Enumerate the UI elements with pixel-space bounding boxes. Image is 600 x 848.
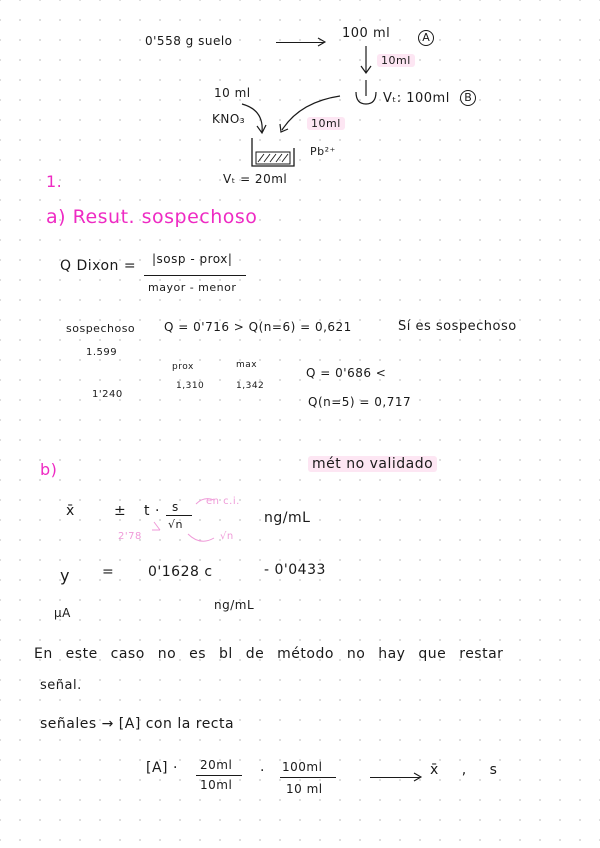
reagent-kno3: KNO₃ [212, 112, 246, 126]
explanation-line-2: señal. [40, 678, 82, 693]
flask-b-volume: Vₜ: 100ml [383, 91, 450, 106]
explanation-line-1: En este caso no es bl de método no hay que restar [34, 646, 504, 662]
t-value-annotation: 2'78 [118, 531, 142, 542]
multiply-dot: · [260, 763, 265, 779]
q-dixon-numerator: |sosp - prox| [152, 252, 233, 266]
s-symbol: s [172, 500, 179, 514]
sqrt-n-annotation: √n [220, 531, 234, 542]
y-unit: µA [54, 606, 71, 620]
analyte-pb: Pb²⁺ [310, 145, 336, 158]
eq-y: y [60, 566, 70, 585]
value-1599: 1.599 [86, 347, 118, 358]
eq-intercept: - 0'0433 [264, 562, 326, 578]
q2-critical: Q(n=5) = 0,717 [308, 395, 412, 409]
frac1-numerator: 20ml [200, 758, 233, 772]
value-1240: 1'240 [92, 389, 123, 400]
signals-to-concentration: señales → [A] con la recta [40, 716, 235, 732]
label-a-circle: A [418, 30, 434, 46]
section-b-title: b) [40, 460, 58, 479]
t-symbol: t · [144, 503, 160, 519]
prox-label: prox [172, 362, 194, 372]
q1-result: Sí es sospechoso [398, 319, 517, 334]
plus-minus: ± [114, 503, 127, 519]
eq-slope: 0'1628 c [148, 564, 213, 580]
prox-value: 1,310 [176, 381, 205, 391]
q2-calculation: Q = 0'686 < [306, 366, 387, 380]
frac1-denominator: 10ml [200, 778, 233, 792]
frac2-denominator: 10 ml [286, 782, 323, 796]
sample-mass-label: 0'558 g suelo [145, 34, 233, 48]
flask-a-volume: 100 ml [342, 26, 391, 41]
calc-concentration: [A] · [146, 760, 178, 776]
q1-calculation: Q = 0'716 > Q(n=6) = 0,621 [164, 320, 352, 334]
n-annotation: en c.i. [206, 496, 240, 507]
c-unit: ng/mL [214, 598, 255, 612]
reagent-volume: 10 ml [214, 86, 251, 100]
mean-symbol: x̄ [66, 503, 75, 519]
sqrt-n: √n [168, 518, 183, 531]
section-number-1: 1. [46, 172, 63, 191]
unit-ng-ml: ng/mL [264, 510, 311, 526]
eq-equals: = [102, 564, 115, 580]
section-a-title: a) Resut. sospechoso [46, 206, 258, 228]
aliquot-10ml: 10ml [307, 117, 345, 130]
label-b-circle: B [460, 90, 476, 106]
sospechoso-label: sospechoso [66, 322, 136, 335]
frac2-numerator: 100ml [282, 760, 323, 774]
q-dixon-label: Q Dixon = [60, 258, 137, 274]
method-note: mét no validado [308, 456, 437, 472]
transfer-volume-10ml: 10ml [377, 54, 415, 67]
total-volume-20ml: Vₜ = 20ml [223, 172, 288, 186]
q-dixon-denominator: mayor - menor [148, 281, 237, 294]
max-value: 1,342 [236, 381, 265, 391]
max-label: max [236, 360, 258, 370]
result-mean-s: x̄ , s [430, 762, 498, 778]
